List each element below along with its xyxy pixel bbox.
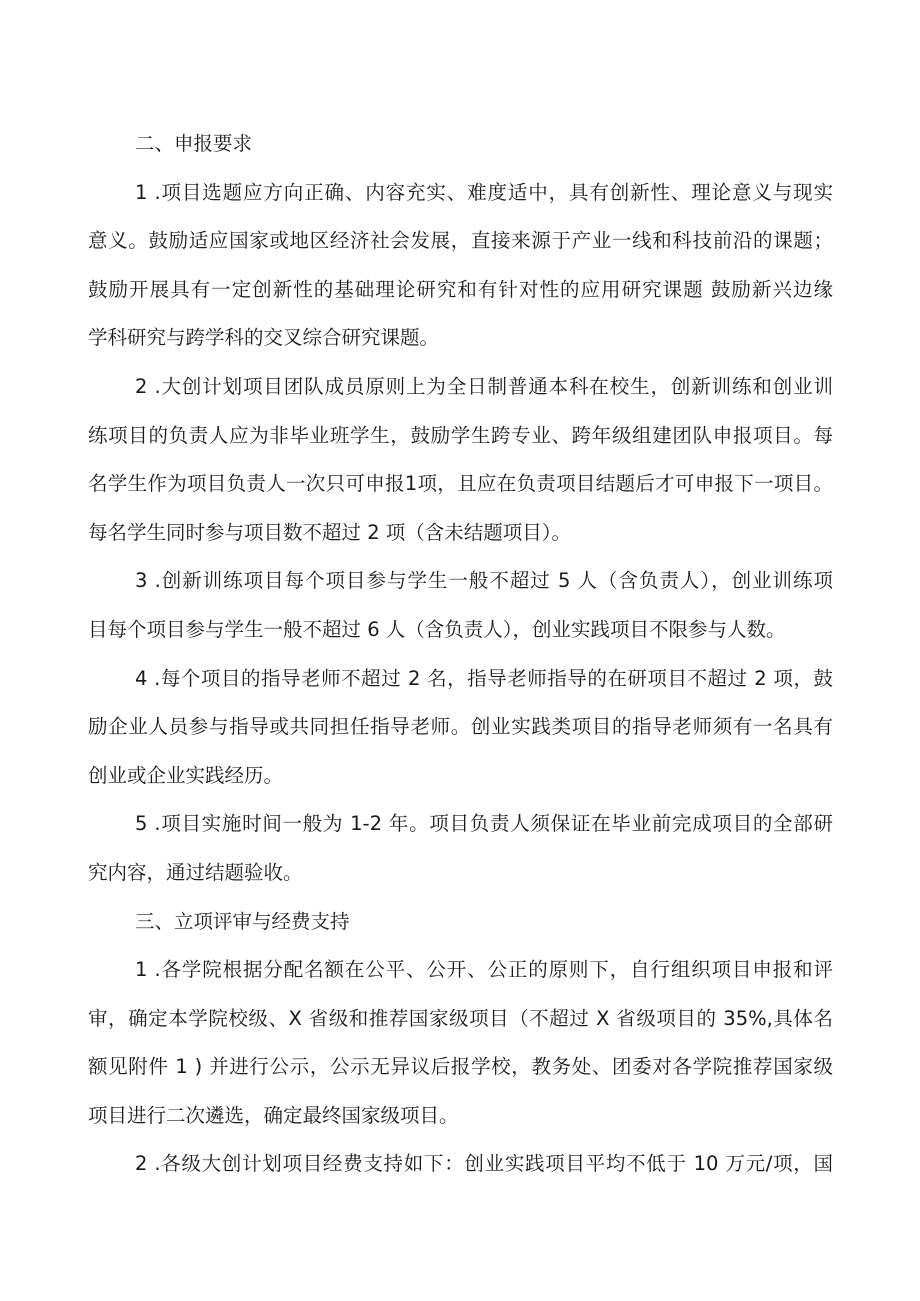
paragraph-line: 励企业人员参与指导或共同担任指导老师。创业实践类项目的指导老师须有一名具有	[88, 715, 833, 739]
paragraph-line: 1 .项目选题应方向正确、内容充实、难度适中，具有创新性、理论意义与现实	[135, 180, 833, 204]
paragraph-line: 名学生作为项目负责人一次只可申报1项，且应在负责项目结题后才可申报下一项目。	[88, 472, 833, 496]
paragraph-line: 项目进行二次遴选，确定最终国家级项目。	[88, 1103, 459, 1127]
paragraph-line: 创业或企业实践经历。	[88, 763, 284, 787]
paragraph-line: 鼓励开展具有一定创新性的基础理论研究和有针对性的应用研究课题 鼓励新兴边缘	[88, 277, 833, 301]
paragraph-line: 2 .大创计划项目团队成员原则上为全日制普通本科在校生，创新训练和创业训	[135, 374, 833, 398]
paragraph-line: 额见附件 1 ) 并进行公示，公示无异议后报学校，教务处、团委对各学院推荐国家级	[88, 1055, 833, 1079]
paragraph-line: 1 .各学院根据分配名额在公平、公开、公正的原则下，自行组织项目申报和评	[135, 958, 833, 982]
paragraph-line: 意义。鼓励适应国家或地区经济社会发展，直接来源于产业一线和科技前沿的课题；	[88, 229, 833, 253]
document-body	[88, 127, 833, 1196]
paragraph-line: 5 .项目实施时间一般为 1-2 年。项目负责人须保证在毕业前完成项目的全部研	[135, 812, 833, 836]
paragraph-line: 3 .创新训练项目每个项目参与学生一般不超过 5 人（含负责人），创业训练项	[135, 569, 833, 593]
paragraph-line: 2 .各级大创计划项目经费支持如下：创业实践项目平均不低于 10 万元/项，国	[135, 1152, 833, 1176]
paragraph-line: 目每个项目参与学生一般不超过 6 人（含负责人），创业实践项目不限参与人数。	[88, 617, 786, 641]
paragraph-line: 练项目的负责人应为非毕业班学生，鼓励学生跨专业、跨年级组建团队申报项目。每	[88, 423, 833, 447]
paragraph-line: 学科研究与跨学科的交叉综合研究课题。	[88, 326, 440, 350]
paragraph-line: 4 .每个项目的指导老师不超过 2 名，指导老师指导的在研项目不超过 2 项，鼓	[135, 666, 833, 690]
paragraph-line: 每名学生同时参与项目数不超过 2 项（含未结题项目）。	[88, 520, 572, 544]
section-heading: 二、申报要求	[135, 132, 253, 155]
paragraph-line: 究内容，通过结题验收。	[88, 860, 303, 884]
section-heading: 三、立项评审与经费支持	[135, 909, 350, 933]
paragraph-line: 审，确定本学院校级、X 省级和推荐国家级项目（不超过 X 省级项目的 35%,具体名	[88, 1006, 833, 1030]
